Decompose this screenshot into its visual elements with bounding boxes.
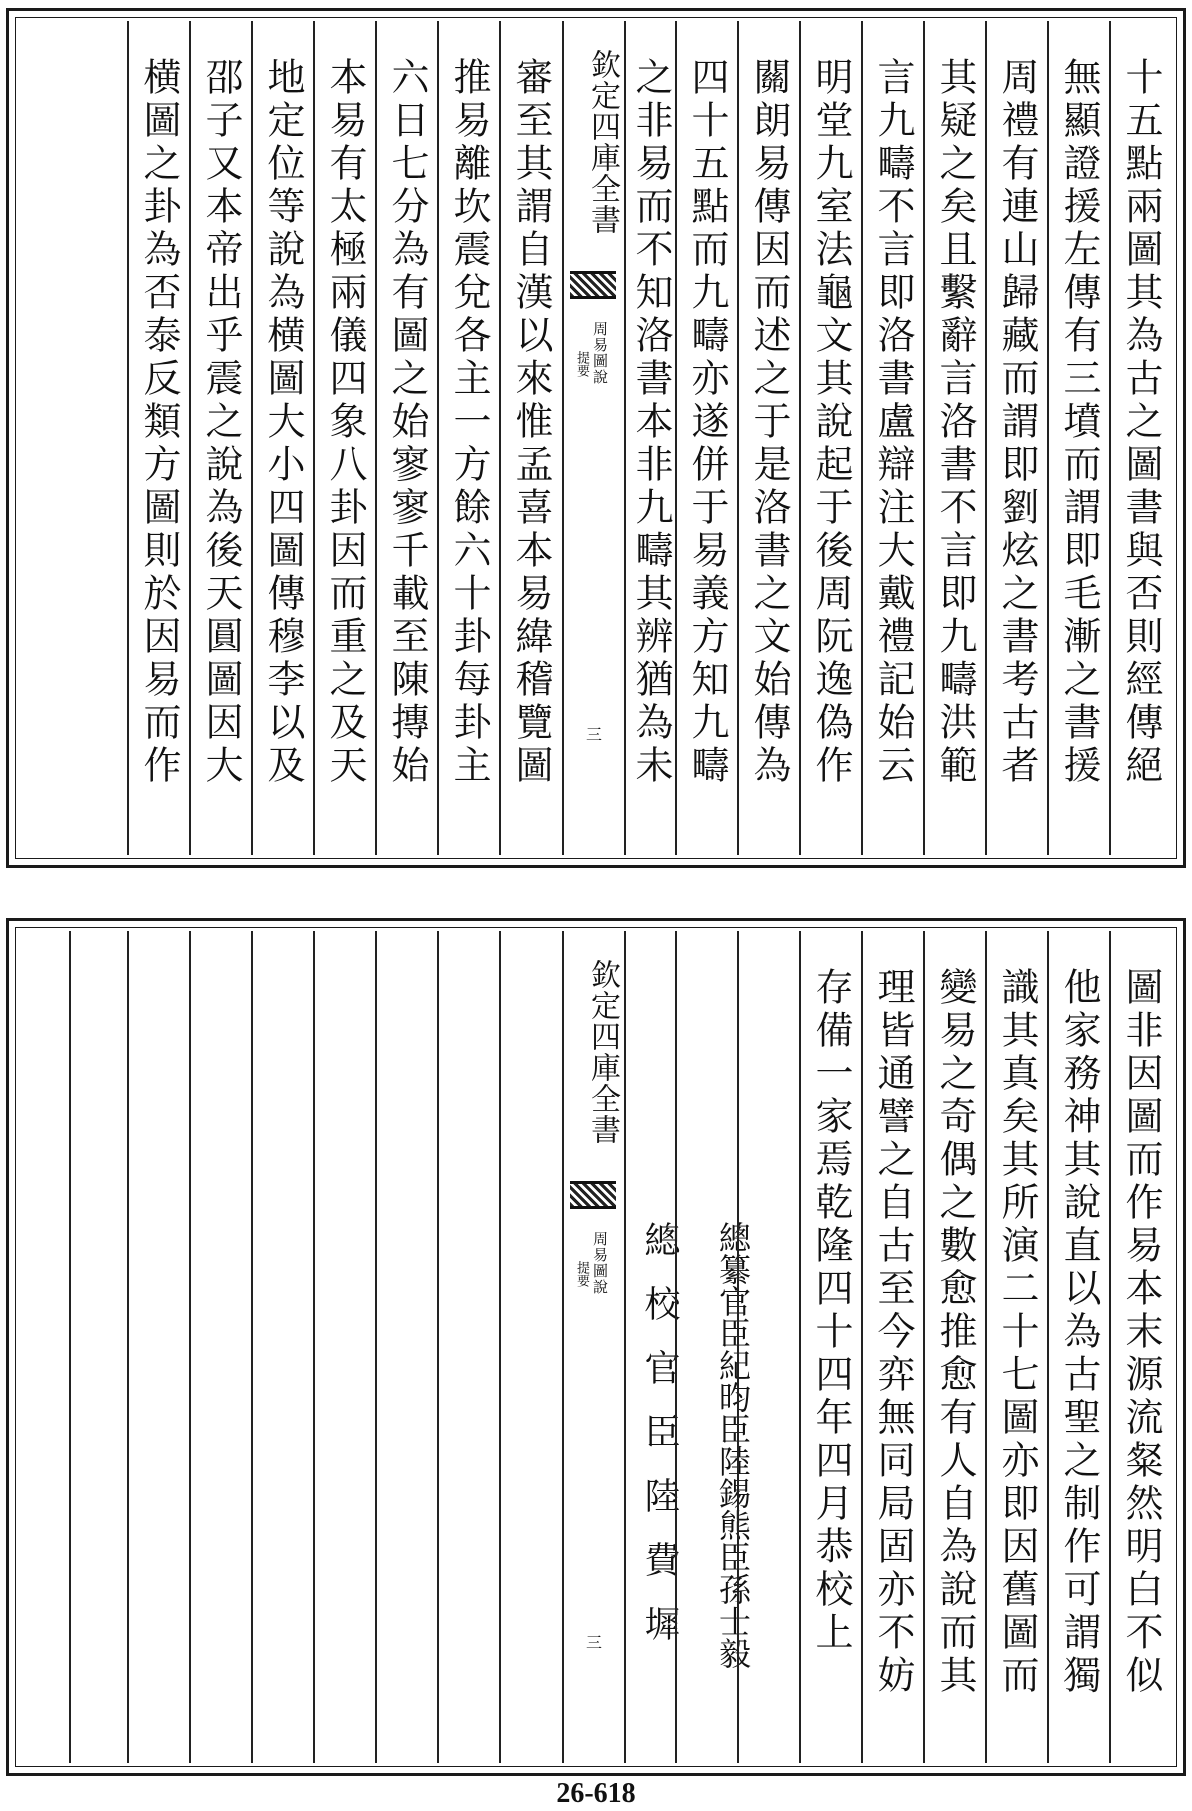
column-rule — [437, 931, 439, 1763]
top-page-panel — [6, 8, 1186, 868]
column-rule — [251, 21, 253, 855]
column-text: 周禮有連山歸藏而謂即劉炫之書考古者 — [995, 57, 1039, 788]
text-column — [1051, 21, 1107, 855]
text-column — [255, 21, 311, 855]
column-text: 推易離坎震兌各主一方餘六十卦每卦主 — [447, 57, 491, 788]
column-text: 十五點兩圖其為古之圖書與否則經傳絕 — [1119, 57, 1163, 788]
column-text: 變易之奇偶之數愈推愈有人自為說而其 — [933, 967, 977, 1698]
column-text: 六日七分為有圖之始寥寥千載至陳摶始 — [385, 57, 429, 788]
compilers-signature: 總纂官臣紀昀臣陸錫熊臣孫士毅 — [714, 1221, 752, 1669]
column-text: 之非易而不知洛書本非九疇其辨猶為未 — [629, 57, 673, 788]
text-column — [679, 21, 735, 855]
column-text: 邵子又本帝出乎震之說為後天圓圖因大 — [199, 57, 243, 788]
column-rule — [127, 931, 129, 1763]
column-rule — [861, 21, 863, 855]
text-column — [1113, 931, 1169, 1763]
column-text: 本易有太極兩儀四象八卦因而重之及天 — [323, 57, 367, 788]
section-label: 提要 — [574, 1261, 589, 1287]
center-fold-strip — [562, 931, 626, 1763]
column-text: 明堂九室法龜文其說起于後周阮逸偽作 — [809, 57, 853, 788]
text-column — [193, 21, 249, 855]
column-rule — [737, 21, 739, 855]
column-text: 其疑之矣且繫辭言洛書不言即九疇洪範 — [933, 57, 977, 788]
folio-number: 三 — [586, 725, 603, 744]
text-column — [623, 21, 679, 855]
column-text: 言九疇不言即洛書盧辯注大戴禮記始云 — [871, 57, 915, 788]
fish-tail-mark — [570, 271, 616, 299]
column-rule — [1109, 21, 1111, 855]
text-column — [865, 931, 921, 1763]
book-title: 欽定四庫全書 — [585, 959, 620, 1145]
text-column — [441, 21, 497, 855]
column-rule — [799, 21, 801, 855]
column-rule — [861, 931, 863, 1763]
column-rule — [737, 931, 739, 1763]
bottom-page-panel — [6, 918, 1186, 1776]
column-rule — [375, 21, 377, 855]
column-rule — [923, 931, 925, 1763]
column-rule — [1047, 21, 1049, 855]
text-column — [927, 931, 983, 1763]
column-text: 横圖之卦為否泰反類方圖則於因易而作 — [137, 57, 181, 788]
column-rule — [189, 931, 191, 1763]
column-rule — [313, 21, 315, 855]
volume-title: 周易圖說 — [591, 1231, 609, 1295]
column-rule — [189, 21, 191, 855]
column-text: 識其真矣其所演二十七圖亦即因舊圖而 — [995, 967, 1039, 1698]
column-rule — [1047, 931, 1049, 1763]
column-text: 圖非因圖而作易本末源流粲然明白不似 — [1119, 967, 1163, 1698]
text-column — [803, 931, 859, 1763]
book-title: 欽定四庫全書 — [585, 49, 620, 235]
column-rule — [675, 931, 677, 1763]
center-fold-strip — [562, 21, 626, 855]
column-text: 審至其謂自漢以來惟孟喜本易緯稽覽圖 — [509, 57, 553, 788]
text-column — [989, 931, 1045, 1763]
text-column — [317, 21, 373, 855]
column-rule — [923, 21, 925, 855]
text-column — [927, 21, 983, 855]
column-rule — [69, 931, 71, 1763]
column-rule — [985, 931, 987, 1763]
text-column — [1051, 931, 1107, 1763]
folio-number: 三 — [586, 1633, 603, 1652]
text-column — [803, 21, 859, 855]
column-rule — [313, 931, 315, 1763]
proofreader-signature: 總校官臣陸費墀 — [639, 1221, 680, 1669]
column-text: 存備一家焉乾隆四十四年四月恭校上 — [809, 967, 853, 1655]
column-rule — [127, 21, 129, 855]
column-rule — [985, 21, 987, 855]
column-rule — [799, 931, 801, 1763]
column-rule — [437, 21, 439, 855]
column-text: 地定位等說為横圖大小四圖傳穆李以及 — [261, 57, 305, 788]
column-rule — [375, 931, 377, 1763]
text-column — [741, 21, 797, 855]
page-code: 26-618 — [556, 1778, 636, 1809]
text-column — [865, 21, 921, 855]
column-text: 無顯證援左傳有三墳而謂即毛漸之書援 — [1057, 57, 1101, 788]
text-column — [1113, 21, 1169, 855]
volume-title: 周易圖說 — [591, 321, 609, 385]
text-column — [379, 21, 435, 855]
column-rule — [499, 21, 501, 855]
column-rule — [499, 931, 501, 1763]
text-column — [989, 21, 1045, 855]
column-text: 理皆通譬之自古至今弈無同局固亦不妨 — [871, 967, 915, 1698]
text-column — [503, 21, 559, 855]
text-column — [131, 21, 187, 855]
column-text: 他家務神其說直以為古聖之制作可謂獨 — [1057, 967, 1101, 1698]
column-text: 關朗易傳因而述之于是洛書之文始傳為 — [747, 57, 791, 788]
column-rule — [1109, 931, 1111, 1763]
column-rule — [251, 931, 253, 1763]
section-label: 提要 — [574, 351, 589, 377]
column-text: 四十五點而九疇亦遂併于易義方知九疇 — [685, 57, 729, 788]
fish-tail-mark — [570, 1181, 616, 1209]
